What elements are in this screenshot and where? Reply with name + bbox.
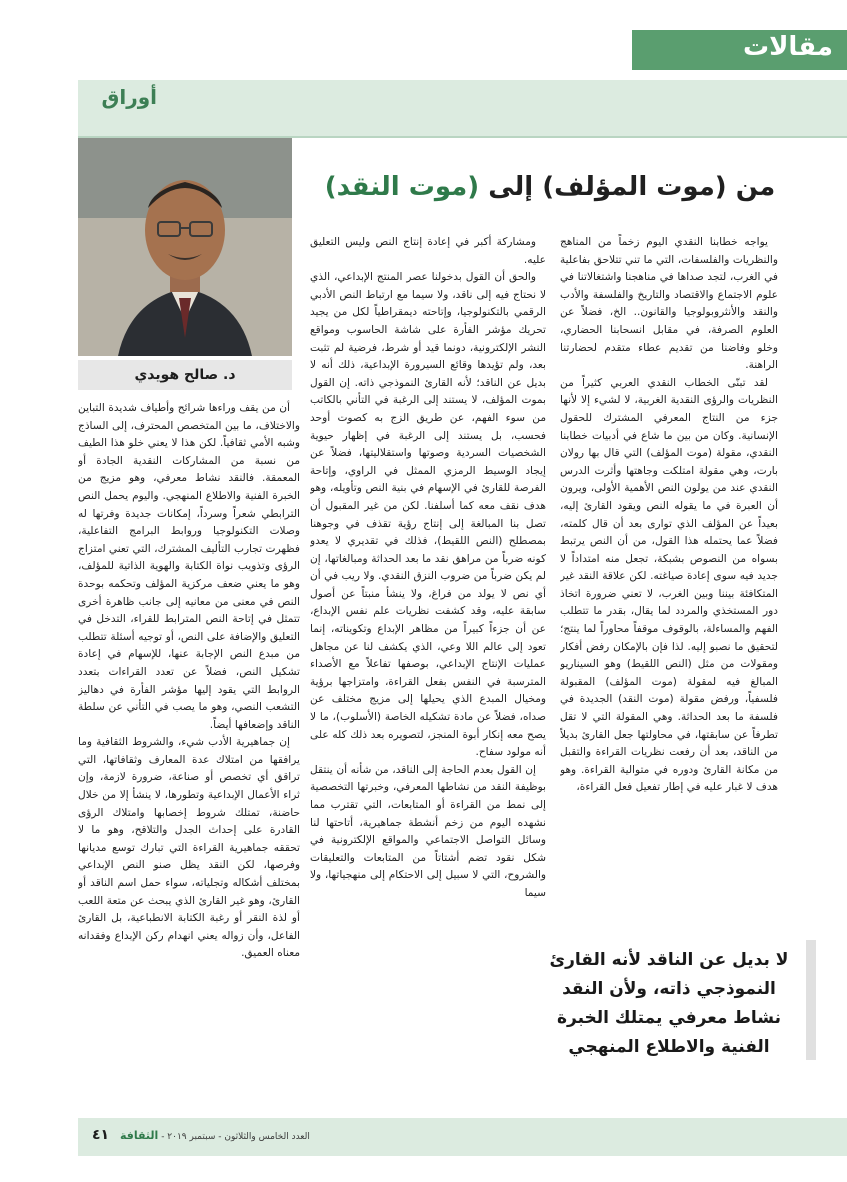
magazine-logo: الثقافة <box>120 1129 159 1142</box>
paragraph: أن من يقف وراءها شرائح وأطياف شديدة التباين والاختلاف، ما بين المتخصص المحترف، إلى الساذج وشبه الأمي ثقافياً. لكن هذا لا يعني خلو هذا الطيف من نسبة من المشاركات النقدية الجادة أو المعمقة. فالنقد نشاط معرفي، وهو مزيج من الخبرة الفنية والاطلاع المنهجي. واليوم يحمل النص الترابطي شعراً وسرداً، إمكانات جديدة وفرتها له وصلات التكنولوجيا وروابط البرامج التفاعلية، فظهرت تجارب التأليف المشترك، التي تعني امتزاج الرؤى وتذويب نواة الكتابة والهوية الذاتية للمؤلف، وهو ما يعني ضعف مركزية المؤلف وتحكمه بوحدة النص في معنى من معانيه إلى جانب ظاهرة أخرى تتمثل في إتاحة النص المترابط للقراء، التدخل في التعليق والإضافة على النص، أو توجيه أسئلة تتطلب من مبدع النص الإجابة عنها، للإسهام في إعادة تشكيل النص، فضلاً عن تعدد القراءات بتعدد الروابط التي يقود إليها مؤشر الفأرة في دهاليز التشعب النصي، وهو ما يصب في التأني عن سلطة الناقد وإضعافها أيضاً. <box>78 402 300 731</box>
paragraph: والحق أن القول بدخولنا عصر المنتج الإبداعي، الذي لا نحتاج فيه إلى ناقد، ولا سيما مع ارتباط النص الأدبي الرقمي بالتكنولوجيا، وإتاحته ديمقراطياً لكل من يجيد تحريك مؤشر الفأرة على شاشة الحاسوب ومواقع النشر الإلكترونية، دونما قيد أو شرط، فرضية لم تثبت بعد، ولم تؤيدها وقائع السيرورة الإبداعية، ذلك أنه لا بديل عن الناقد؛ لأنه القارئ النموذجي ذاته. إن القول بموت المؤلف، لا يستند إلى الرغبة في التأني بالكاتب من سوء الفهم، عن طريق الزج به كصوت أوحد فحسب، بل يستند إلى الرغبة في إظهار حيوية الشخصيات السردية وصوتها واستقلاليتها، فضلاً عن إيجاد الوسيط الرمزي الممثل في الراوي، وإتاحة الفرصة للقارئ في الإسهام في بنية النص وتأويله، وهو هدف نقف معه كما أسلفنا. لكن من غير المقبول أن تصل بنا المبالغة إلى إنتاج رؤية تقذف في وجوهنا بمصطلح (النص اللقيط)، فذلك في تقديري لا يعدو كونه ضرباً من مراهق نقد ما بعد الحداثة ومبالغاتها، إن لم يكن ضرباً من ضروب النزق النقدي. ولا ريب في أن أي نص لا يولد من فراغ، ولا ينشأ منبتاً عن أصول سابقة عليه، وقد كشفت نظريات علم نفس الإبداع، عن أن جزءاً كبيراً من مظاهر الإبداع وتكويناته، إنما تعود إلى عالم اللا وعي، الذي يكشف لنا عن مجاهل عمليات الإنتاج الإبداعي، بوصفها تفاعلاً مع الأصداء المترسبة في النفس بفعل القراءة، وامتزاجها برؤية ومخيال المبدع الذي يحيلها إلى مزيج مختلف عن صداه، فضلاً عن مادة تشكيله الخاصة (الأسلوب)، ما لا يصح معه إنكار أبوة المنجز، لتصويره بعد ذلك كله على أنه مولود سفاح. <box>310 271 546 759</box>
paragraph: إن جماهيرية الأدب شيء، والشروط الثقافية وما يرافقها من امتلاك عدة المعارف وثقافاتها، التي تراقق أي تخصص أو صناعة، ضرورة لازمة، وإن ثراء الأعمال الإبداعية وتطورها، لا ينشأ إلا من خلال حاضنة، تمتلك شروط إخصابها وامتلاك الرؤى القادرة على إحداث الجدل والتلاقح، وهو ما لا تحققه جماهيرية القراءة التي تبارك توسع مديانها وفرصها، لكن النقد يظل صنو النص الإبداعي بمختلف أشكاله وتجلياته، سواء حمل اسم الناقد أو القارئ، وهو غير القارئ الذي يبحث عن متعة اللعب أو لذة النقر أو رغبة الكتابة الانطباعية، بل القارئ الفاعل، وأن زواله يعني انهدام ركن الإبداع وفقدانه معناه العميق. <box>78 736 300 960</box>
article-title-part2: (موت النقد) <box>324 172 480 202</box>
section-title: مقالات <box>742 32 833 62</box>
quote-mark-icon <box>802 940 816 1060</box>
author-name: د. صالح هويدي <box>78 360 292 390</box>
section-banner <box>0 30 847 70</box>
issue-info <box>120 1129 380 1142</box>
pull-quote-text: لا بديل عن الناقد لأنه القارئ النموذجي ذاته، ولأن النقد نشاط معرفي يمتلك الخبرة الفنية والاطلاع المنهجي <box>549 950 789 1057</box>
paragraph: ومشاركة أكبر في إعادة إنتاج النص وليس التعليق عليه. <box>310 236 546 266</box>
column-name: أوراق <box>101 85 157 109</box>
author-photo <box>78 138 292 356</box>
author-portrait-icon <box>78 138 292 356</box>
article-title-part1: من (موت المؤلف) إلى <box>488 172 776 202</box>
pull-quote <box>548 946 790 1062</box>
text-column-left <box>78 400 300 1080</box>
text-column-middle <box>310 234 546 1074</box>
paragraph: يواجه خطابنا النقدي اليوم زخماً من المناهج والنظريات والفلسفات، التي ما تني تتلاحق بفاعلية في الغرب، لتجد صداها في مناهجنا واشتغالاتنا في علوم الاجتماع والاقتصاد والتاريخ والفلسفة والأدب والنقد والأنثروبولوجيا والقانون.. الخ، فضلاً عن العلوم الصرفة، في مقابل انسحابنا الحضاري، وخلو وفاضنا من تقديم عطاء متقدم لحضارتنا الراهنة. <box>560 236 778 372</box>
page-number: ٤١ <box>92 1127 110 1143</box>
article-title <box>310 172 790 202</box>
column-header-band <box>78 80 847 138</box>
paragraph: لقد تبنّى الخطاب النقدي العربي كثيراً من النظريات والرؤى النقدية الغربية، لا لشيء إلا لأنها جزء من النتاج المعرفي المشترك للحقول الإنسانية. وكان من بين ما شاع في أدبيات خطابنا النقدي، مقولة (موت المؤلف) التي قال بها رولان بارت، وهي مقولة امتلكت وجاهتها وأثرت الدرس النقدي عند من يولون النص الأهمية الأولى، ويرون أن العبرة في ما يقوله النص ويقود القارئ إليه، بعيداً عن المؤلف الذي توارى بعد أن قال كلمته، فضلاً عما يحتمله هذا القول، من أن النص يرتبط بسواه من النصوص بشبكة، تجعل منه امتداداً لا جديد فيه سوى إعادة صياغته. لكن علاقة النقد غير المتكافئة بيننا وبين الغرب، لا تعني ضرورة اتخاذ دور المستخذي والمردد لما يقال، بقدر ما تتطلب الفهم والمساءلة، بالوقوف موقفاً محاوراً لما ينتج؛ لتحقيق ما نصبو إليه. لذا فإن بالإمكان رفض أفكار ومقولات من مثل (النص اللقيط) وهو السيناريو المبالغ فيه لمقولة (موت المؤلف) المقبولة فلسفياً، ورفض مقولة (موت النقد) الجديدة في فلسفة ما بعد الحداثة. وهي المقولة التي لا تقل تطرفاً عن سابقتها، في محاولتها جعل القارئ بديلاً من الناقد، بعد أن رفعت نظريات القراءة والتقبل من مكانة القارئ ودوره في متوالية القراءة. وهو هدف لا غبار عليه في إطار تفعيل فعل القراءة، <box>560 376 778 794</box>
paragraph: إن القول بعدم الحاجة إلى الناقد، من شأنه أن ينتقل بوظيفة النقد من نشاطها المعرفي، وخبرتها التخصصية إلى نمط من القراءة أو المتابعات، التي تقترب مما نشهده اليوم من زخم أنشطة جماهيرية، أتاحتها لنا وسائل التواصل الاجتماعي والمواقع الإلكترونية في شكل نقود تضم أشتاتاً من المتابعات والتعليقات والشروح، التي لا سبيل إلى الاحتكام إلى منهجياتها، ولا سيما <box>310 763 546 899</box>
text-column-right <box>560 234 778 934</box>
issue-text: العدد الخامس والثلاثون - سبتمبر ٢٠١٩ - <box>161 1132 310 1142</box>
